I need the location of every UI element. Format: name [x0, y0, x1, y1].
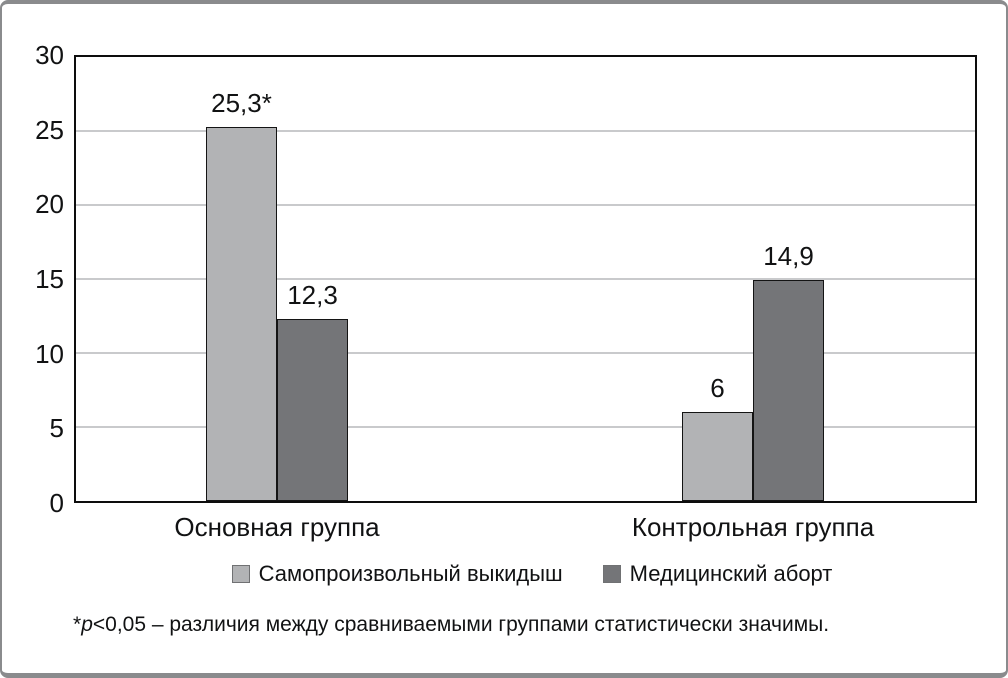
bar-group2-series1 [682, 412, 753, 501]
y-tick-label-20: 20 [35, 189, 64, 220]
y-tick-label-0: 0 [49, 488, 64, 518]
bar-group1-series2 [277, 319, 348, 501]
legend-item-medical-abortion [603, 562, 833, 586]
x-axis-label: Контрольная группа [631, 512, 875, 542]
y-tick-label-10: 10 [35, 338, 64, 369]
footnote-asterisk: * [73, 613, 82, 636]
legend-swatch-light-icon [232, 565, 250, 583]
x-axis-label: Основная группа [174, 512, 380, 542]
footnote-p-symbol: p [81, 613, 93, 636]
y-tick-label-30: 30 [35, 40, 64, 70]
legend [28, 562, 1008, 586]
plot-area [74, 55, 977, 503]
bar-group1-series1 [206, 127, 277, 501]
bar-value-label: 6 [710, 373, 725, 404]
bar-value-label: 12,3 [287, 279, 338, 310]
legend-label: Медицинский аборт [629, 561, 833, 586]
bar-value-label: 14,9 [763, 241, 814, 272]
y-tick-label-25: 25 [35, 114, 64, 145]
legend-item-spontaneous-miscarriage [232, 562, 563, 586]
legend-swatch-dark-icon [603, 565, 621, 583]
bar-group2-series2 [753, 280, 824, 501]
legend-label: Самопроизвольный выкидыш [258, 561, 563, 586]
y-tick-label-5: 5 [49, 413, 64, 444]
footnote [73, 612, 829, 638]
bar-value-label: 25,3* [211, 87, 272, 118]
y-tick-label-15: 15 [35, 264, 64, 294]
footnote-text: <0,05 – различия между сравниваемыми группами статистически значимы. [92, 613, 830, 636]
